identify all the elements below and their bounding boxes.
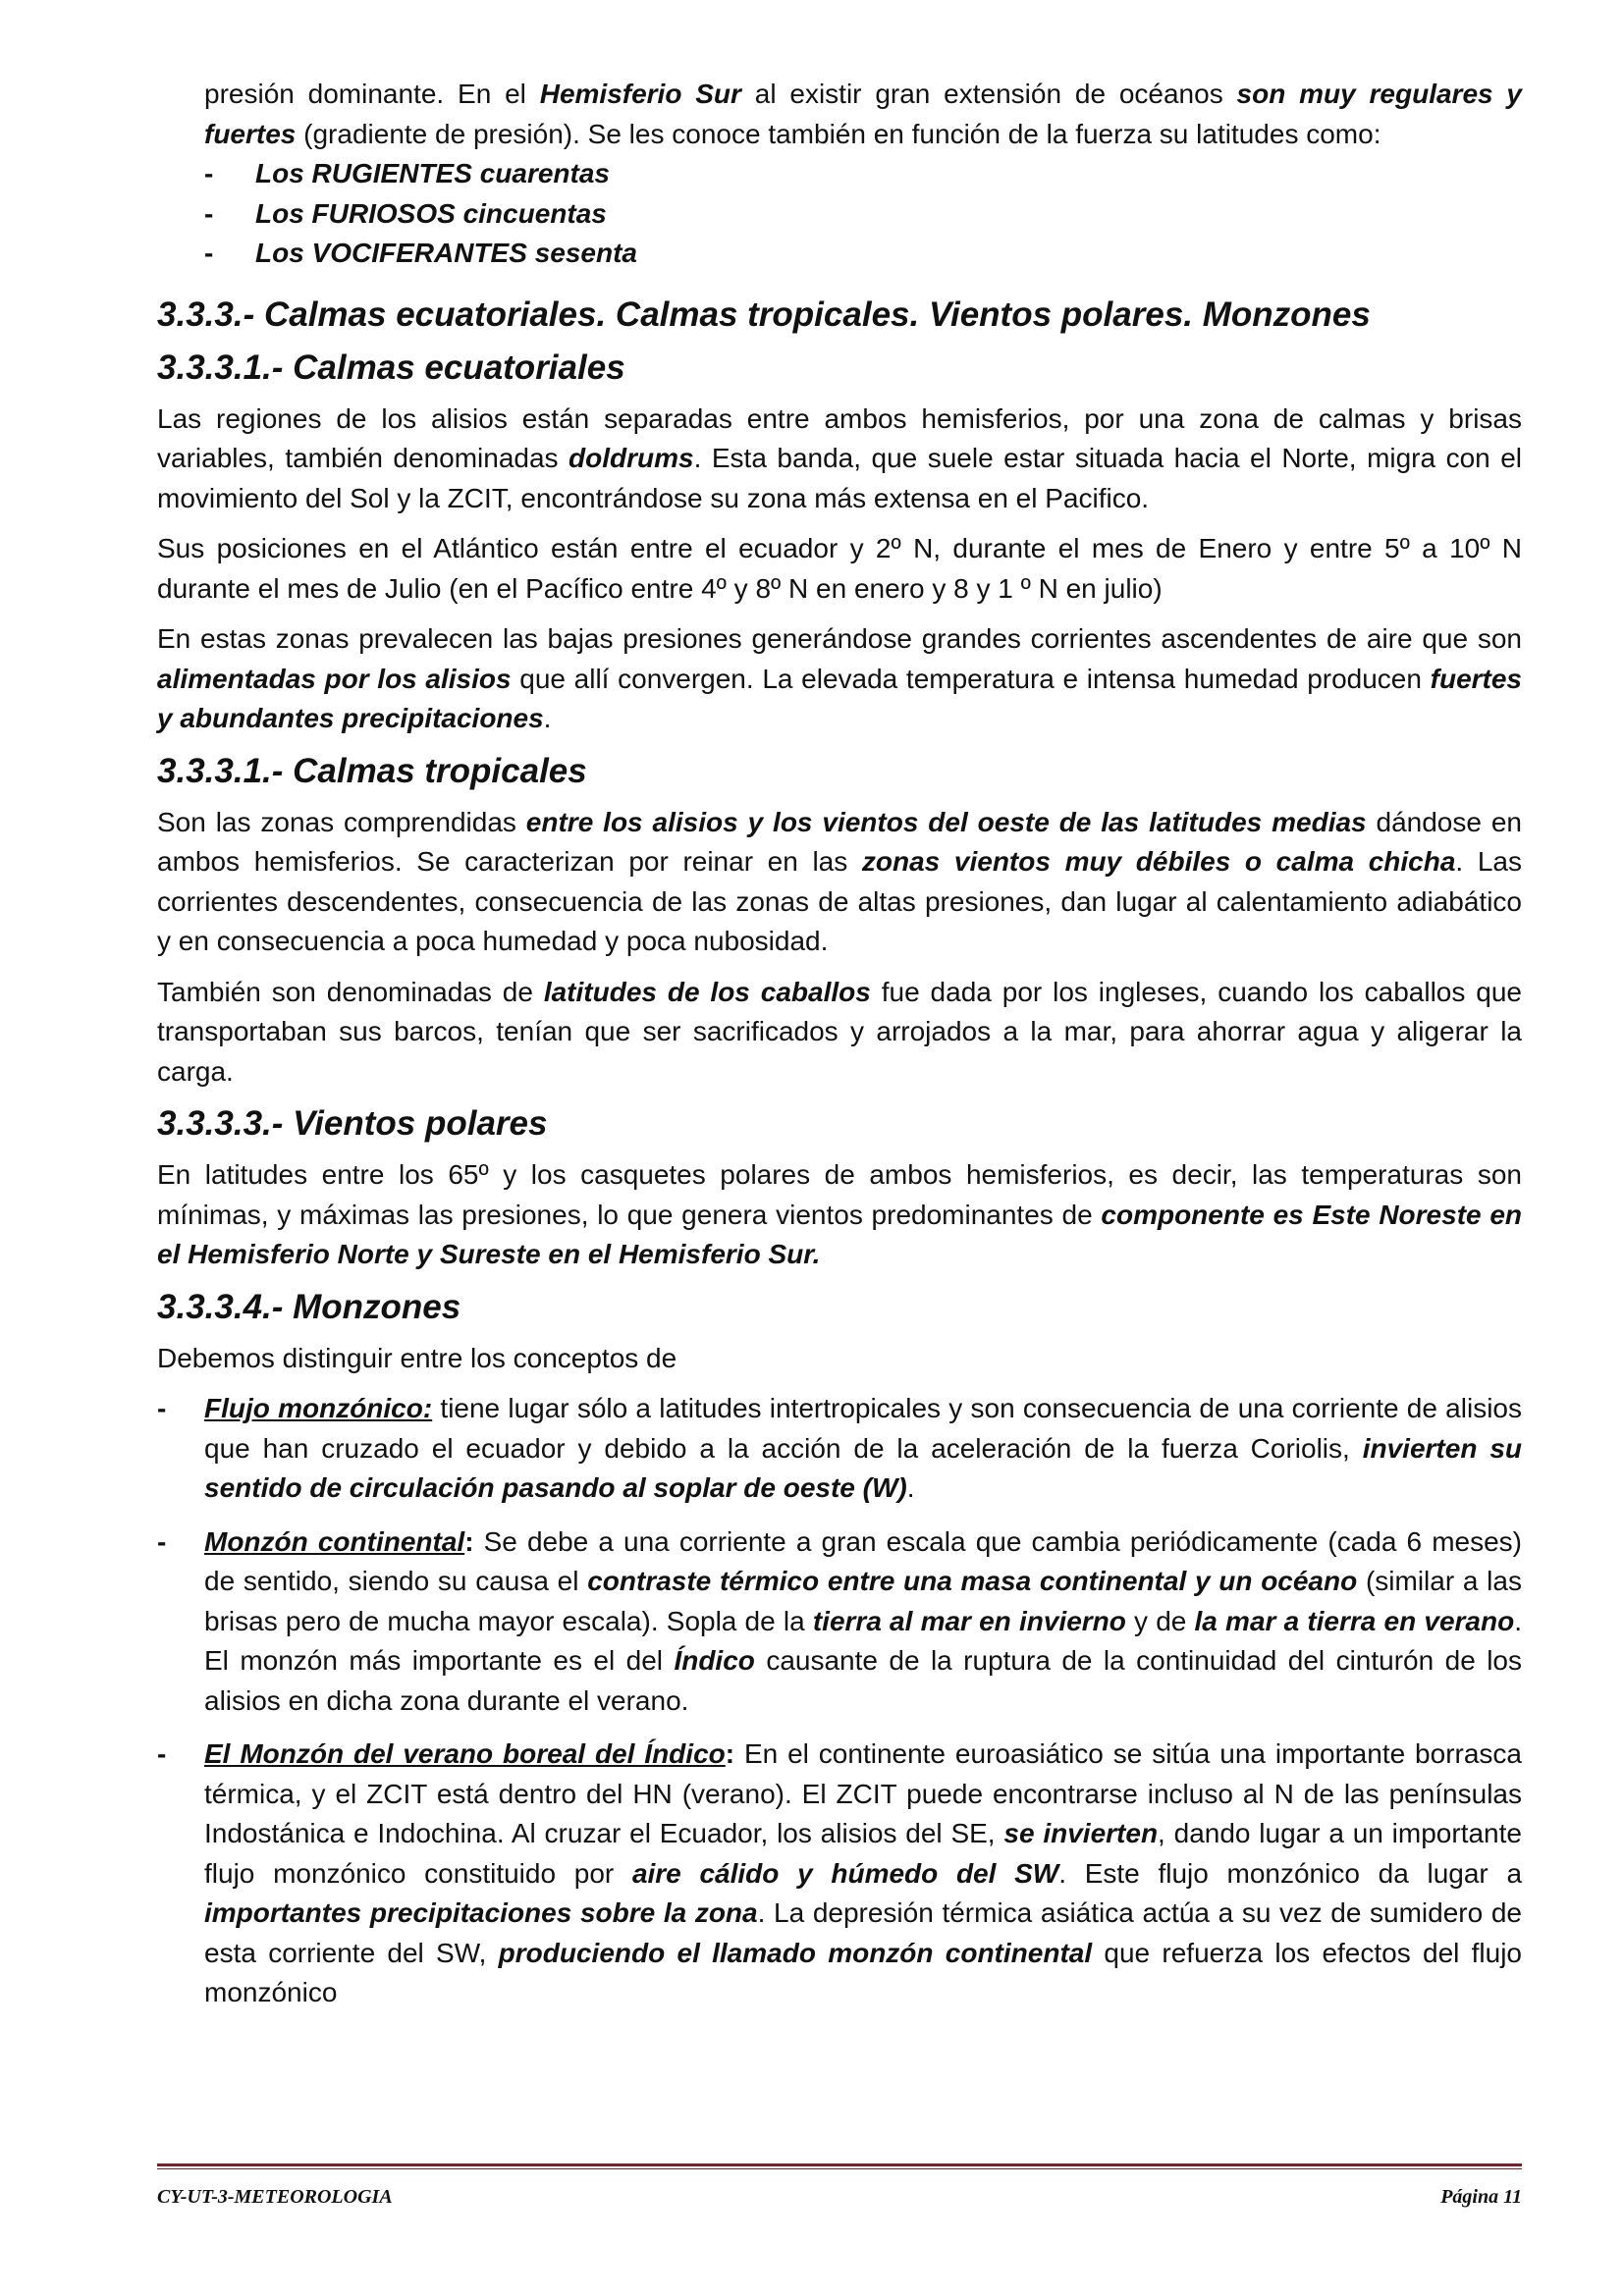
section-heading-3334: 3.3.3.4.- Monzones bbox=[157, 1287, 461, 1326]
paragraph: Sus posiciones en el Atlántico están entre el ecuador y 2º N, durante el mes de Enero y entre 5º a 10º N durante el mes de Julio (en el Pacífico entre 4º y 8º N en enero y 8 y 1 º N en julio) bbox=[157, 533, 1522, 604]
paragraph: En estas zonas prevalecen las bajas presiones generándose grandes corrientes ascendentes de aire que son alimentadas por los alisios que allí convergen. La elevada temperatura e intensa humedad producen fuertes y abundantes precipitaciones. bbox=[157, 623, 1523, 733]
paragraph: En latitudes entre los 65º y los casquetes polares de ambos hemisferios, es decir, las temperaturas son mínimas, y máximas las presiones, lo que genera vientos predominantes de componente es Este Noreste en el Hemisferio Norte y Sureste en el Hemisferio Sur. bbox=[157, 1159, 1522, 1269]
dash-bullet: - bbox=[157, 1525, 167, 1557]
list-item-monzon-indico: - El Monzón del verano boreal del Índico: En el continente euroasiático se sitúa una importante borrasca térmica, y el ZCIT está dentro del HN (verano). El ZCIT puede encontrarse incluso al N de las penínsulas Indostánica e Indochina. Al cruzar el Ecuador, los alisios del SE, se invierten, dando lugar a un importante flujo monzónico constituido por aire cálido y húmedo del SW. Este flujo monzónico da lugar a importantes precipitaciones sobre la zona. La depresión térmica asiática actúa a su vez de sumidero de esta corriente del SW, produciendo el llamado monzón continental que refuerza los efectos del flujo monzónico bbox=[157, 1735, 1522, 2013]
emphasis: alimentadas por los alisios bbox=[157, 663, 512, 694]
footer-rule bbox=[157, 2163, 1522, 2166]
term: Flujo monzónico: bbox=[204, 1393, 433, 1423]
paragraph: Debemos distinguir entre los conceptos de bbox=[157, 1342, 677, 1373]
emphasis: componente es Este Noreste en el Hemisferio Norte y Sureste en el Hemisferio Sur. bbox=[157, 1199, 1522, 1269]
document-page bbox=[157, 75, 1522, 2027]
paragraph: También son denominadas de latitudes de los caballos fue dada por los ingleses, cuando los caballos que transportaban sus barcos, tenían que ser sacrificados y arrojados a la mar, para ahorrar agua y aligerar la carga. bbox=[157, 976, 1522, 1087]
list-item-flujo-monzonico: - Flujo monzónico: tiene lugar sólo a latitudes intertropicales y son consecuencia de una corriente de alisios que han cruzado el ecuador y debido a la acción de la aceleración de la fuerza Coriolis, invierten su sentido de circulación pasando al soplar de oeste (W). bbox=[157, 1389, 1522, 1509]
list-item-monzon-continental: - Monzón continental: Se debe a una corriente a gran escala que cambia periódicamente (cada 6 meses) de sentido, siendo su causa el contraste térmico entre una masa continental y un océano (similar a las brisas pero de mucha mayor escala). Sopla de la tierra al mar en invierno y de la mar a tierra en verano. El monzón más importante es el del Índico causante de la ruptura de la continuidad del cinturón de los alisios en dicha zona durante el verano. bbox=[157, 1522, 1522, 1722]
footer-page-number: Página 11 bbox=[1440, 2186, 1522, 2208]
emphasis: doldrums bbox=[568, 443, 694, 473]
section-heading-3332: 3.3.3.1.- Calmas tropicales bbox=[157, 751, 587, 790]
section-heading-333: 3.3.3.- Calmas ecuatoriales. Calmas tropicales. Vientos polares. Monzones bbox=[157, 294, 1371, 334]
emphasis: entre los alisios y los vientos del oeste de las latitudes medias bbox=[525, 806, 1367, 837]
section-heading-3331: 3.3.3.1.- Calmas ecuatoriales bbox=[157, 347, 625, 387]
list-item: - Los FURIOSOS cincuentas bbox=[157, 194, 1522, 235]
emphasis: la mar a tierra en verano bbox=[1194, 1605, 1515, 1636]
wind-latitudes-list bbox=[157, 154, 1522, 274]
emphasis: se invierten bbox=[1003, 1818, 1159, 1848]
emphasis: latitudes de los caballos bbox=[543, 976, 871, 1007]
emphasis: aire cálido y húmedo del SW bbox=[631, 1857, 1059, 1889]
emphasis: invierten su sentido de circulación pasando al soplar de oeste (W) bbox=[204, 1432, 1522, 1503]
emphasis: son muy regulares y fuertes bbox=[204, 79, 1522, 149]
emphasis: tierra al mar en invierno bbox=[812, 1605, 1126, 1636]
emphasis: fuertes y abundantes precipitaciones bbox=[157, 663, 1523, 733]
dash-bullet: - bbox=[157, 1738, 167, 1769]
dash-bullet: - bbox=[157, 1393, 167, 1423]
emphasis: zonas vientos muy débiles o calma chicha bbox=[861, 846, 1456, 877]
list-item: - Los RUGIENTES cuarentas bbox=[157, 154, 1522, 194]
intro-block bbox=[157, 75, 1522, 154]
emphasis: Índico bbox=[674, 1645, 755, 1676]
footer-document-title: CY-UT-3-METEOROLOGIA bbox=[157, 2186, 393, 2208]
term: Monzón continental bbox=[204, 1525, 465, 1557]
term: El Monzón del verano boreal del Índico bbox=[204, 1738, 726, 1769]
emphasis: contraste térmico entre una masa continental y un océano bbox=[587, 1566, 1358, 1596]
footer-rule-thin bbox=[157, 2168, 1522, 2169]
paragraph: Las regiones de los alisios están separadas entre ambos hemisferios, por una zona de calmas y brisas variables, también denominadas doldrums. Esta banda, que suele estar situada hacia el Norte, migra con el movimiento del Sol y la ZCIT, encontrándose su zona más extensa en el Pacifico. bbox=[157, 402, 1522, 513]
intro-paragraph: presión dominante. En el Hemisferio Sur al existir gran extensión de océanos son muy regulares y fuertes (gradiente de presión). Se les conoce también en función de la fuerza su latitudes como: bbox=[204, 79, 1522, 149]
emphasis: produciendo el llamado monzón continental bbox=[498, 1937, 1093, 1968]
section-heading-3333: 3.3.3.3.- Vientos polares bbox=[157, 1104, 548, 1143]
paragraph: Son las zonas comprendidas entre los alisios y los vientos del oeste de las latitudes medias dándose en ambos hemisferios. Se caracterizan por reinar en las zonas vientos muy débiles o calma chicha. Las corrientes descendentes, consecuencia de las zonas de altas presiones, dan lugar al calentamiento adiabático y en consecuencia a poca humedad y poca nubosidad. bbox=[157, 806, 1522, 956]
list-item: - Los VOCIFERANTES sesenta bbox=[157, 234, 1522, 274]
emphasis: Hemisferio Sur bbox=[539, 79, 741, 109]
emphasis: importantes precipitaciones sobre la zona bbox=[204, 1897, 758, 1928]
